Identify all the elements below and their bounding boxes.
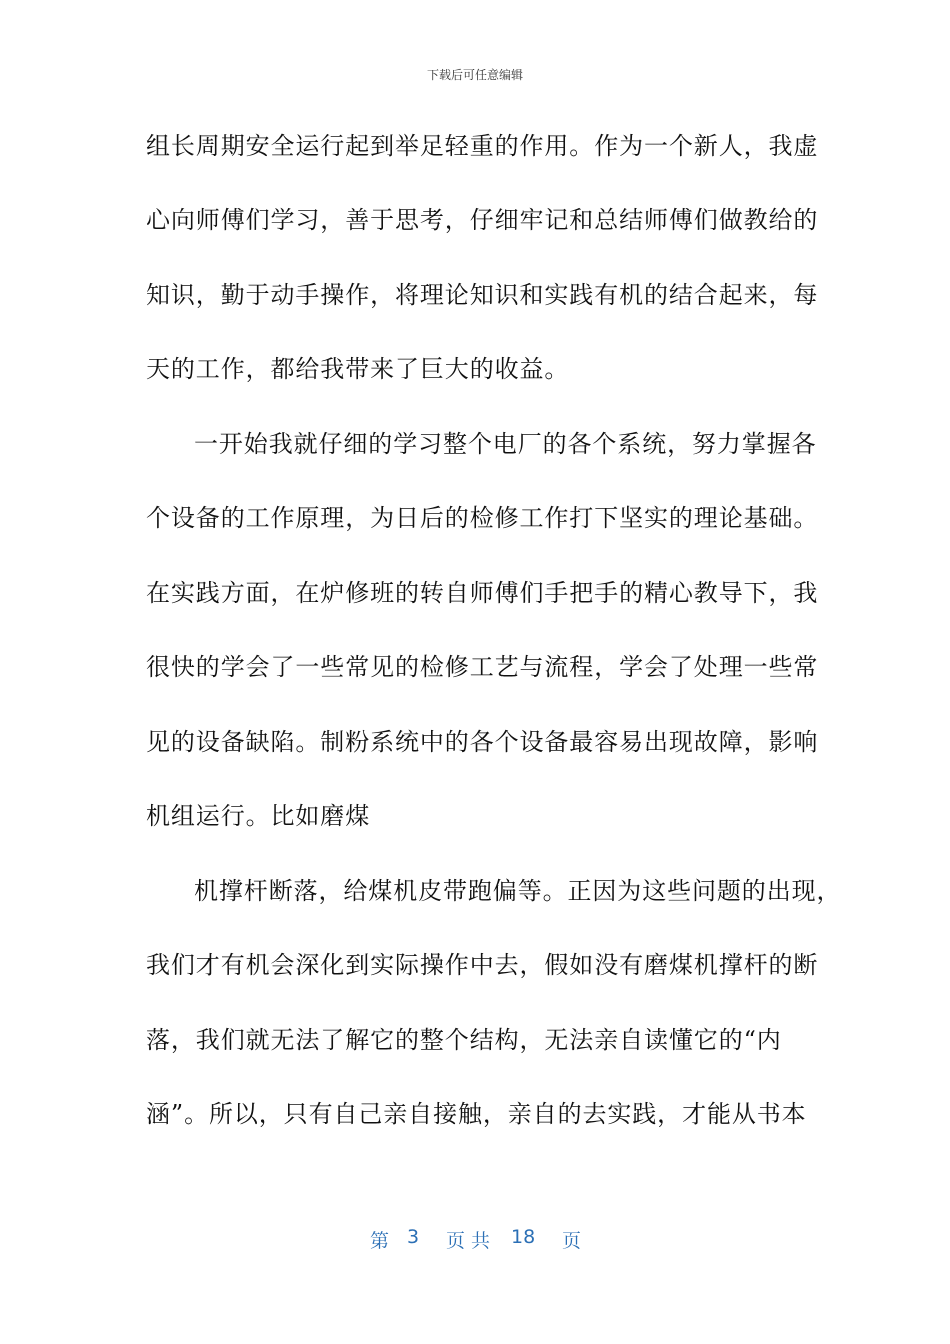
body-line: 组长周期安全运行起到举足轻重的作用。作为一个新人，我虚 [146, 132, 819, 160]
page-header: 下载后可任意编辑 [426, 68, 523, 82]
body-line: 天的工作，都给我带来了巨大的收益。 [146, 355, 570, 383]
body-line: 心向师傅们学习，善于思考，仔细牢记和总结师傅们做教给的 [146, 206, 819, 234]
footer-label-di: 第 [370, 1230, 390, 1252]
body-line: 我们才有机会深化到实际操作中去，假如没有磨煤机撑杆的断 [146, 951, 819, 979]
body-line: 涵”。所以，只有自己亲自接触，亲自的去实践，才能从书本 [146, 1100, 807, 1128]
body-line: 在实践方面，在炉修班的转自师傅们手把手的精心教导下，我 [146, 579, 819, 607]
paragraph-start-line: 一开始我就仔细的学习整个电厂的各个系统，努力掌握各 [194, 430, 817, 458]
body-line: 落，我们就无法了解它的整个结构，无法亲自读懂它的“内 [146, 1026, 782, 1054]
footer-label-ye: 页 [562, 1230, 582, 1252]
body-line: 见的设备缺陷。制粉系统中的各个设备最容易出现故障，影响 [146, 728, 819, 756]
body-line: 知识，勤于动手操作，将理论知识和实践有机的结合起来，每 [146, 281, 819, 309]
page-footer [0, 1226, 950, 1252]
paragraph-start-line: 机撑杆断落，给煤机皮带跑偏等。正因为这些问题的出现， [194, 877, 842, 905]
body-line: 很快的学会了一些常见的检修工艺与流程，学会了处理一些常 [146, 653, 819, 681]
footer-label-ye-gong: 页 共 [446, 1230, 491, 1252]
current-page-number: 3 [407, 1226, 420, 1248]
body-line: 个设备的工作原理，为日后的检修工作打下坚实的理论基础。 [146, 504, 819, 532]
total-page-count: 18 [511, 1226, 536, 1248]
body-line: 机组运行。比如磨煤 [146, 802, 371, 830]
